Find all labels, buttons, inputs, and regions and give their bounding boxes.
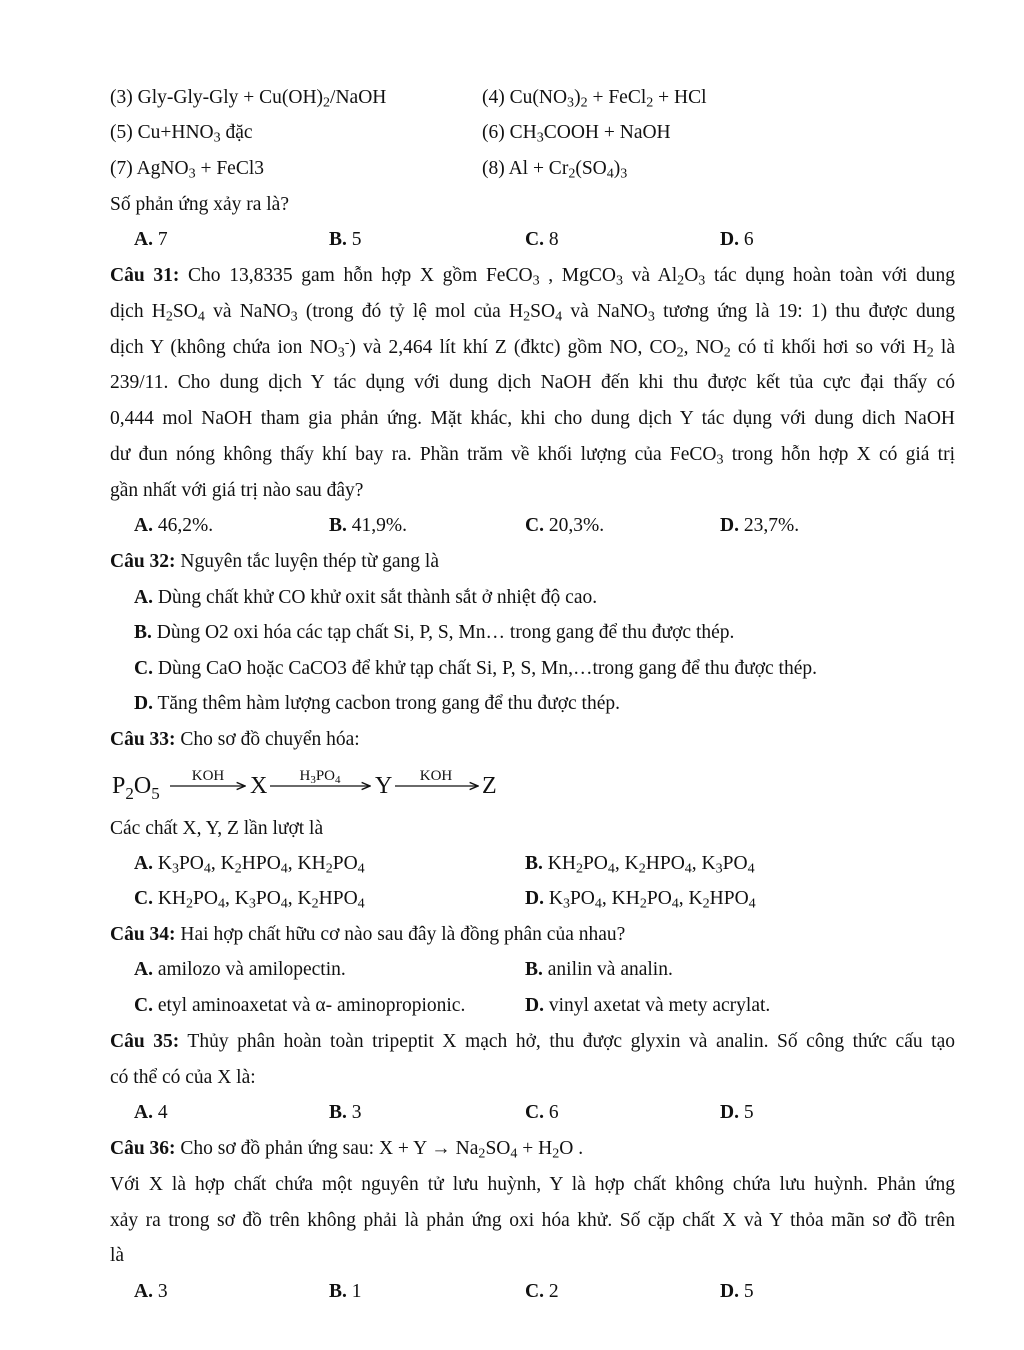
q30-question: Số phản ứng xảy ra là? <box>110 194 289 215</box>
reaction-number: (5) <box>110 122 133 143</box>
q36-option-c[interactable]: C. 2 <box>525 1281 559 1302</box>
q33-option-c[interactable]: C. $KH_2PO_4$, $K_3PO_4$, $K_2HPO_4$ <box>134 888 365 912</box>
q32-question: Câu 32: Nguyên tắc luyện thép từ gang là <box>110 551 439 572</box>
q36-line-4: là <box>110 1245 125 1266</box>
q31-option-d[interactable]: D. 23,7%. <box>720 515 800 536</box>
q31-option-b[interactable]: B. 41,9%. <box>329 515 408 536</box>
q31-line-4: 239/11. Cho dung dịch Y tác dụng với dung dịch NaOH đến khi thu được kết tủa cực đại thấy có <box>110 372 955 393</box>
reaction-8: (8) $Al + Cr_2(SO_4)_3$ <box>482 158 628 182</box>
q33-option-d[interactable]: D. $K_3PO_4$, $KH_2PO_4$, $K_2HPO_4$ <box>525 888 756 912</box>
reaction-4: (4) $Cu(NO_3)_2$ + FeCl$_2$ + HCl <box>482 87 707 111</box>
reaction-5: (5) $Cu+HNO_3$ đặc <box>110 122 253 146</box>
q30-option-b[interactable]: B. 5 <box>329 229 362 250</box>
reaction-number: (3) <box>110 87 133 108</box>
reaction-number: (4) <box>482 87 505 108</box>
q35-line-1: Câu 35: Thủy phân hoàn toàn tripeptit X mạch hở, thu được glyxin và analin. Số công thức cấu tạo <box>110 1031 955 1052</box>
q36-line-1: Câu 36: Cho sơ đồ phản ứng sau: $X + Y \to Na_2SO_4 + H_2O$ . <box>110 1138 584 1162</box>
question-label: Câu 33: <box>110 729 176 750</box>
q34-option-d[interactable]: D. vinyl axetat và mety acrylat. <box>525 995 771 1016</box>
q36-option-b[interactable]: B. 1 <box>329 1281 362 1302</box>
q30-option-a[interactable]: A. 7 <box>134 229 168 250</box>
q33-prompt: Các chất X, Y, Z lần lượt là <box>110 818 324 839</box>
q36-line-2: Với X là hợp chất chứa một nguyên tử lưu huỳnh, Y là hợp chất không chứa lưu huỳnh. Phản ứng <box>110 1174 955 1195</box>
q32-option-d[interactable]: D. Tăng thêm hàm lượng cacbon trong gang để thu được thép. <box>134 693 621 714</box>
scheme-reagent-2: $H_3PO_4$ <box>299 768 341 786</box>
q32-option-a[interactable]: A. Dùng chất khử CO khử oxit sắt thành sắt ở nhiệt độ cao. <box>134 587 598 608</box>
q34-question: Câu 34: Hai hợp chất hữu cơ nào sau đây là đồng phân của nhau? <box>110 924 626 945</box>
q33-option-a[interactable]: A. $K_3PO_4$, $K_2HPO_4$, $KH_2PO_4$ <box>134 853 365 877</box>
q35-line-2: có thể có của X là: <box>110 1067 256 1088</box>
q31-option-a[interactable]: A. 46,2%. <box>134 515 214 536</box>
q31-line-2: dịch $H_2SO_4$ và NaNO$_3$ (trong đó tỷ lệ mol của $H_2SO_4$ và NaNO$_3$ tương ứng là 19: 1) thu được dung <box>110 301 956 325</box>
q31-line-5: 0,444 mol NaOH tham gia phản ứng. Mặt khác, khi cho dung dịch Y tác dụng với dung dich NaOH <box>110 408 955 429</box>
scheme-z: Z <box>482 773 497 799</box>
q34-option-c[interactable]: C. etyl aminoaxetat và α- aminopropionic. <box>134 995 466 1016</box>
question-label: Câu 34: <box>110 924 176 945</box>
q33-question: Câu 33: Cho sơ đồ chuyển hóa: <box>110 729 360 750</box>
q35-option-c[interactable]: C. 6 <box>525 1102 559 1123</box>
scheme-start: P <box>112 773 126 799</box>
reaction-7: (7) AgNO$_3$ + FeCl3 <box>110 158 264 182</box>
q36-option-a[interactable]: A. 3 <box>134 1281 168 1302</box>
q34-option-b[interactable]: B. anilin và analin. <box>525 959 673 980</box>
question-label: Câu 31: <box>110 265 180 286</box>
q35-option-d[interactable]: D. 5 <box>720 1102 754 1123</box>
scheme-y: Y <box>375 773 393 799</box>
q30-option-c[interactable]: C. 8 <box>525 229 559 250</box>
question-label: Câu 32: <box>110 551 176 572</box>
q31-line-1: Câu 31: Cho 13,8335 gam hỗn hợp X gồm FeCO$_3$ , MgCO$_3$ và $Al_2O_3$ tác dụng hoàn toàn với dung <box>110 265 955 289</box>
q32-option-c[interactable]: C. Dùng CaO hoặc CaCO3 để khử tạp chất Si, P, S, Mn,…trong gang để thu được thép. <box>134 658 818 679</box>
question-label: Câu 36: <box>110 1138 176 1159</box>
svg-text:P2O5: $P_2O_5$ <box>112 773 160 803</box>
q31-line-6: dư đun nóng không thấy khí bay ra. Phần trăm về khối lượng của FeCO$_3$ trong hỗn hợp X có giá trị <box>110 444 955 468</box>
reaction-number: (6) <box>482 122 505 143</box>
q35-option-b[interactable]: B. 3 <box>329 1102 362 1123</box>
q34-option-a[interactable]: A. amilozo và amilopectin. <box>134 959 346 980</box>
q31-line-3: dịch Y (không chứa ion $NO_3^-$) và 2,464 lít khí Z (đktc) gồm NO, $CO_2$, $NO_2$ có tỉ khối hơi so với $H_2$ là <box>110 334 955 361</box>
q30-option-d[interactable]: D. 6 <box>720 229 754 250</box>
reaction-6: (6) $CH_3COOH$ + NaOH <box>482 122 671 146</box>
scheme-reagent-1: KOH <box>191 768 225 784</box>
q36-line-3: xảy ra trong sơ đồ trên không phải là phản ứng oxi hóa khử. Số cặp chất X và Y thỏa mãn sơ đồ trên <box>110 1210 955 1231</box>
q32-option-b[interactable]: B. Dùng O2 oxi hóa các tạp chất Si, P, S, Mn… trong gang để thu được thép. <box>134 622 735 643</box>
q31-option-c[interactable]: C. 20,3%. <box>525 515 605 536</box>
scheme-x: X <box>250 773 268 799</box>
scheme-reagent-3: KOH <box>419 768 453 784</box>
q33-option-b[interactable]: B. $KH_2PO_4$, $K_2HPO_4$, $K_3PO_4$ <box>525 853 755 877</box>
question-label: Câu 35: <box>110 1031 180 1052</box>
reaction-number: (7) <box>110 158 133 179</box>
q35-option-a[interactable]: A. 4 <box>134 1102 168 1123</box>
reaction-number: (8) <box>482 158 505 179</box>
q31-line-7: gần nhất với giá trị nào sau đây? <box>110 480 364 501</box>
reaction-3: (3) $Gly-Gly-Gly + Cu(OH)_2$/NaOH <box>110 87 387 111</box>
q36-option-d[interactable]: D. 5 <box>720 1281 754 1302</box>
conversion-scheme <box>110 760 530 810</box>
